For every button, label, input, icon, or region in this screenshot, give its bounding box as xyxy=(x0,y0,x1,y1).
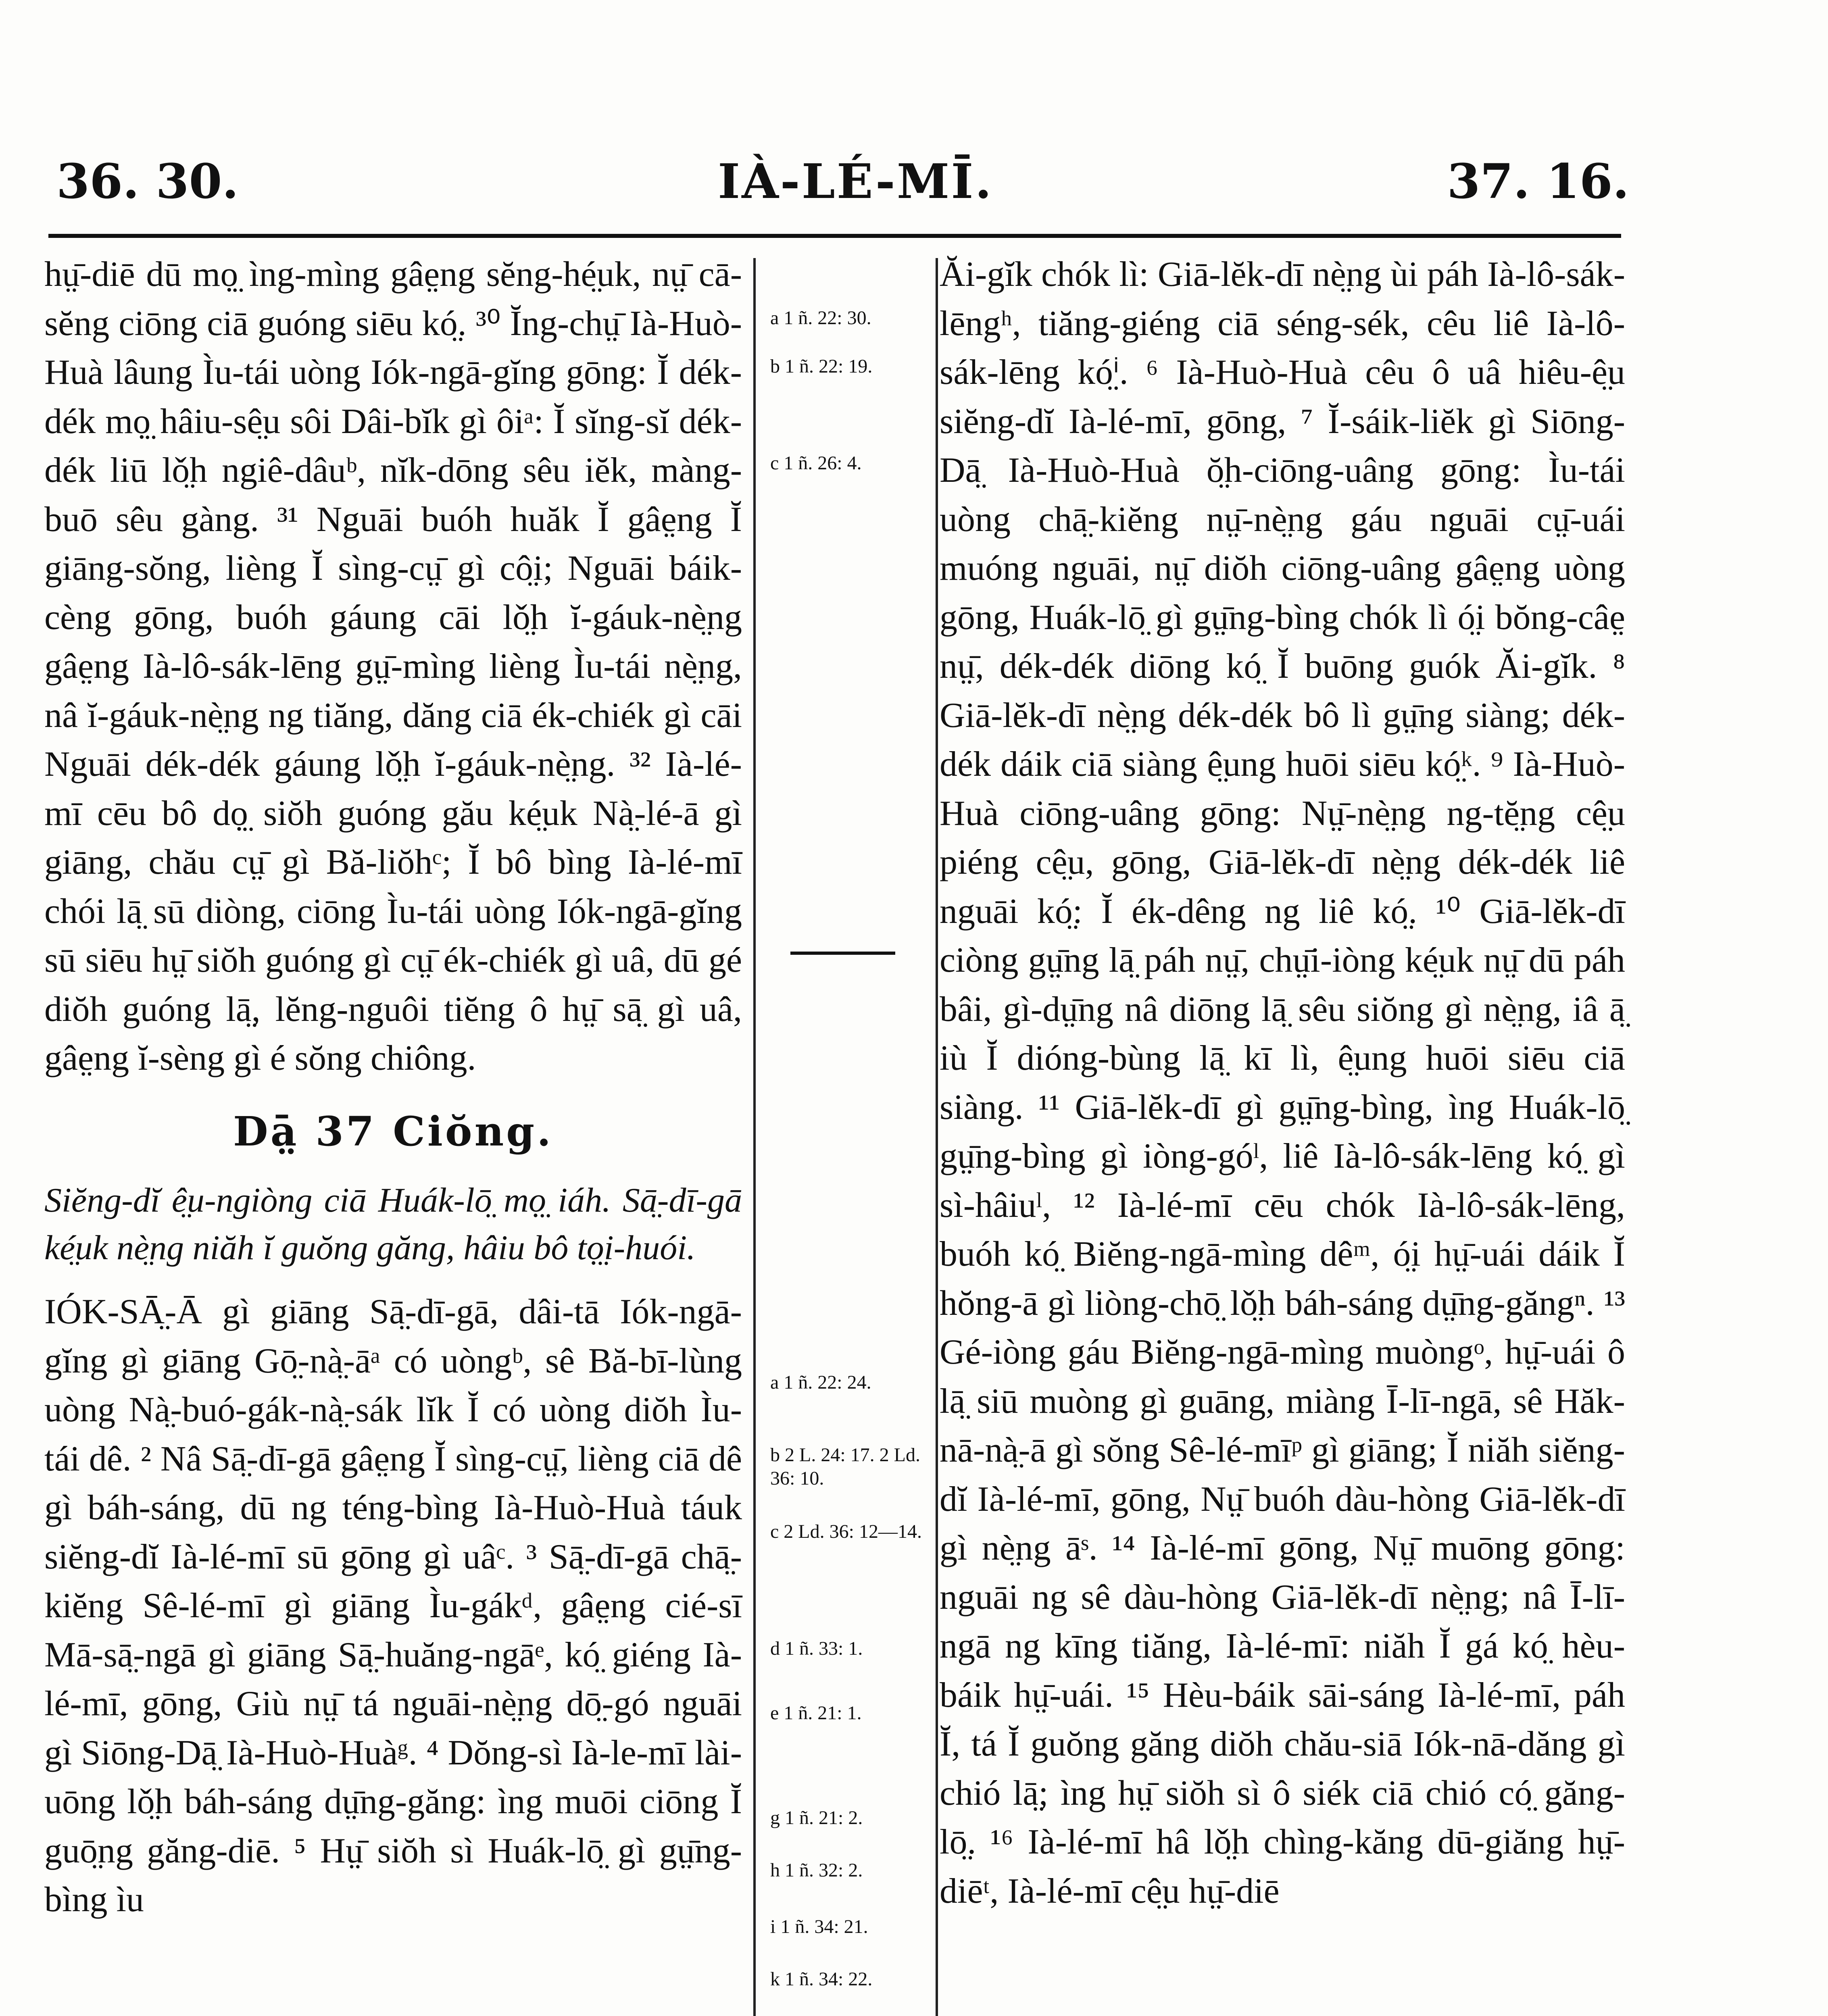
right-paragraph: Ăi-gĭk chók lì: Giā-lĕk-dī nè̤ng ùi páh Ià-lô-sák-lēngʰ, tiăng-giéng ciā séng-sék, cêu liê Ià-lô-sák-lēng kó̤ⁱ. ⁶ Ià-Huò-Huà cêu ô uâ hiêu-ê̤u siĕng-dĭ Ià-lé-mī, gōng, ⁷ Ĭ-sáik-liĕk gì Siōng-Dā̤ Ià-Huò-Huà ŏ̤h-ciōng-uâng gōng: Ìu-tái uòng chā̤-kiĕng nṳ̄-nè̤ng gáu nguāi cṳ̄-uái muóng nguāi, nṳ̄ diŏh ciōng-uâng gâe̤ng uòng gōng, Huák-lō̤ gì gṳ̄ng-bìng chók lì ó̤i bŏng-câe̤ nṳ̄, dék-dék diōng kó̤ Ĭ buōng guók Ăi-gĭk. ⁸ Giā-lĕk-dī nè̤ng dék-dék bô lì gṳ̄ng siàng; dék-dék dáik ciā siàng ê̤ung huōi siēu kó̤ᵏ. ⁹ Ià-Huò-Huà ciōng-uâng gōng: Nṳ̄-nè̤ng ng-tĕ̤ng cê̤u piéng cê̤u, gōng, Giā-lĕk-dī nè̤ng dék-dék liê nguāi kó̤: Ĭ ék-dêng ng liê kó̤. ¹⁰ Giā-lĕk-dī ciòng gṳ̄ng lā̤ páh nṳ̄, chṳ̄i-iòng ké̤uk nṳ̄ dū páh bâi, gì-dṳ̄ng nâ diōng lā̤ sêu siŏng gì nè̤ng, iâ ā̤ iù Ĭ dióng-bùng lā̤ kī lì, ê̤ung huōi siēu ciā siàng. ¹¹ Giā-lĕk-dī gì gṳ̄ng-bìng, ìng Huák-lō̤ gṳ̄ng-bìng gì iòng-góˡ, liê Ià-lô-sák-lēng kó̤ gì sì-hâiuˡ, ¹² Ià-lé-mī cēu chók Ià-lô-sák-lēng, buóh kó̤ Biĕng-ngā-mìng dêᵐ, ó̤i hṳ̄-uái dáik Ĭ hŏng-ā gì liòng-chō̤ lǒ̤h báh-sáng dṳ̄ng-găngⁿ. ¹³ Gé-iòng gáu Biĕng-ngā-mìng muòngᵒ, hṳ̄-uái ô lā̤ siū muòng gì guāng, miàng Ī-lī-ngā, sê Hăk-nā-nà̤-ā gì sŏng Sê-lé-mīᵖ gì giāng; Ĭ niăh siĕng-dĭ Ià-lé-mī, gōng, Nṳ̄ buóh dàu-hòng Giā-lĕk-dī gì nè̤ng āˢ. ¹⁴ Ià-lé-mī gōng, Nṳ̄ muōng gōng: nguāi ng sê dàu-hòng Giā-lĕk-dī nè̤ng; nâ Ī-lī-ngā ng kīng tiăng, Ià-lé-mī: niăh Ĭ gá kó̤ hèu-báik hṳ̄-uái. ¹⁵ Hèu-báik sāi-sáng Ià-lé-mī, páh Ĭ, tá Ĭ guŏng găng diŏh chău-siā Iók-nā-dăng gì chió lā̤; ìng hṳ̄ siŏh sì ô siék ciā chió có̤ găng-lō̤. ¹⁶ Ià-lé-mī hâ lǒ̤h chìng-kăng dū-giăng hṳ̄-diēᵗ, Ià-lé-mī cê̤u hṳ̄-diē xyxy=(940,255,1625,1911)
header-book-title: IÀ-LÉ-MĪ. xyxy=(718,153,993,209)
left-paragraph-1: hṳ̄-diē dū mọ̤ ìng-mìng gâe̤ng sĕng-hé̤uk, nṳ̄ cā-sĕng ciōng ciā guóng siēu kó̤. ³⁰ Ĭng-chṳ̄ Ià-Huò-Huà lâung Ìu-tái uòng Iók-ngā-gĭng gōng: Ĭ dék-dék mọ̤ hâiu-sê̤u sôi Dâi-bĭk gì ôiᵃ: Ĭ sĭng-sĭ dék-dék liū lǒ̤h ngiê-dâuᵇ, nĭk-dōng sêu iĕk, màng-buō sêu gàng. ³¹ Nguāi buóh huăk Ĭ gâe̤ng Ĭ giāng-sŏng, lièng Ĭ sìng-cṳ̄ gì cô̤i; Nguāi báik-cèng gōng, buóh gáung cāi lǒ̤h ĭ-gáuk-nè̤ng gâe̤ng Ià-lô-sák-lēng gṳ̄-mìng lièng Ìu-tái nè̤ng, nâ ĭ-gáuk-nè̤ng ng tiăng, dăng ciā ék-chiék gì cāi Nguāi dék-dék gáung lǒ̤h ĭ-gáuk-nè̤ng. ³² Ià-lé-mī cēu bô dọ̤ siŏh guóng gău ké̤uk Nà̤-lé-ā gì giāng, chău cṳ̄ gì Bă-liŏhᶜ; Ĭ bô bìng Ià-lé-mī chói lā̤ sū diòng, ciōng Ìu-tái uòng Iók-ngā-gĭng sū siēu hṳ̄ siŏh guóng gì cṳ̄ ék-chiék gì uâ, dū gé diŏh guóng lā̤, lĕng-nguôi tiĕng ô hṳ̄ sā̤ gì uâ, gâe̤ng ĭ-sèng gì é sŏng chiông. xyxy=(44,255,742,1078)
cross-reference: g 1 ñ. 21: 2. xyxy=(770,1807,863,1829)
cross-reference: a 1 ñ. 22: 30. xyxy=(770,307,871,329)
cross-reference: k 1 ñ. 34: 22. xyxy=(770,1968,873,1990)
margin-divider-left xyxy=(753,258,756,2016)
cross-reference: b 2 L. 24: 17. 2 Ld. 36: 10. xyxy=(770,1444,920,1489)
chapter-title: Dā̤ 37 Ciŏng. xyxy=(233,1107,554,1155)
margin-divider-right xyxy=(936,258,938,2016)
left-text-column xyxy=(44,250,742,2016)
cross-reference: d 1 ñ. 33: 1. xyxy=(770,1638,863,1659)
cross-reference: b 1 ñ. 22: 19. xyxy=(770,356,873,377)
right-text-column xyxy=(940,250,1625,2016)
margin-dash xyxy=(790,952,895,955)
chapter-summary: Siĕng-dĭ ê̤u-ngiòng ciā Huák-lō̤ mọ̤ iáh. Sā̤-dī-gā ké̤uk nè̤ng niăh ĭ guŏng găng, hâiu bô tọ̤i-huói. xyxy=(44,1181,742,1267)
header-verse-range-start: 36. 30. xyxy=(56,153,239,209)
cross-reference: e 1 ñ. 21: 1. xyxy=(770,1702,862,1724)
cross-reference: c 2 Ld. 36: 12—14. xyxy=(770,1521,922,1542)
header-verse-range-end: 37. 16. xyxy=(1447,153,1629,209)
left-paragraph-2: IÓK-SĀ̤-Ā gì giāng Sā̤-dī-gā, dâi-tā Iók-ngā-gĭng gì giāng Gō̤-nà̤-āᵃ có uòngᵇ, sê Bă-bī-lùng uòng Nà̤-buó-gák-nà̤-sák lĭk Ĭ có uòng diŏh Ìu-tái dê. ² Nâ Sā̤-dī-gā gâe̤ng Ĭ sìng-cṳ̄, lièng ciā dê gì báh-sáng, dū ng téng-bìng Ià-Huò-Huà táuk siĕng-dĭ Ià-lé-mī sū gōng gì uâᶜ. ³ Sā̤-dī-gā chā̤-kiĕng Sê-lé-mī gì giāng Ìu-gákᵈ, gâe̤ng cié-sī Mā-sā̤-ngā gì giāng Sā̤-huăng-ngāᵉ, kó̤ giéng Ià-lé-mī, gōng, Giù nṳ̄ tá nguāi-nè̤ng dō̤-gó nguāi gì Siōng-Dā̤ Ià-Huò-Huàᵍ. ⁴ Dŏng-sì Ià-le-mī lài-uōng lǒ̤h báh-sáng dṳ̄ng-găng: ìng muōi ciōng Ĭ guō̤ng găng-diē. ⁵ Hṳ̄ siŏh sì Huák-lō̤ gì gṳ̄ng-bìng ìu xyxy=(44,1292,742,1919)
cross-reference: i 1 ñ. 34: 21. xyxy=(770,1916,868,1937)
header-rule xyxy=(48,234,1621,238)
cross-reference: c 1 ñ. 26: 4. xyxy=(770,452,862,474)
cross-reference: h 1 ñ. 32: 2. xyxy=(770,1860,863,1881)
running-header xyxy=(56,153,1629,214)
cross-reference: a 1 ñ. 22: 24. xyxy=(770,1372,871,1393)
cross-reference-margin xyxy=(762,250,932,2016)
